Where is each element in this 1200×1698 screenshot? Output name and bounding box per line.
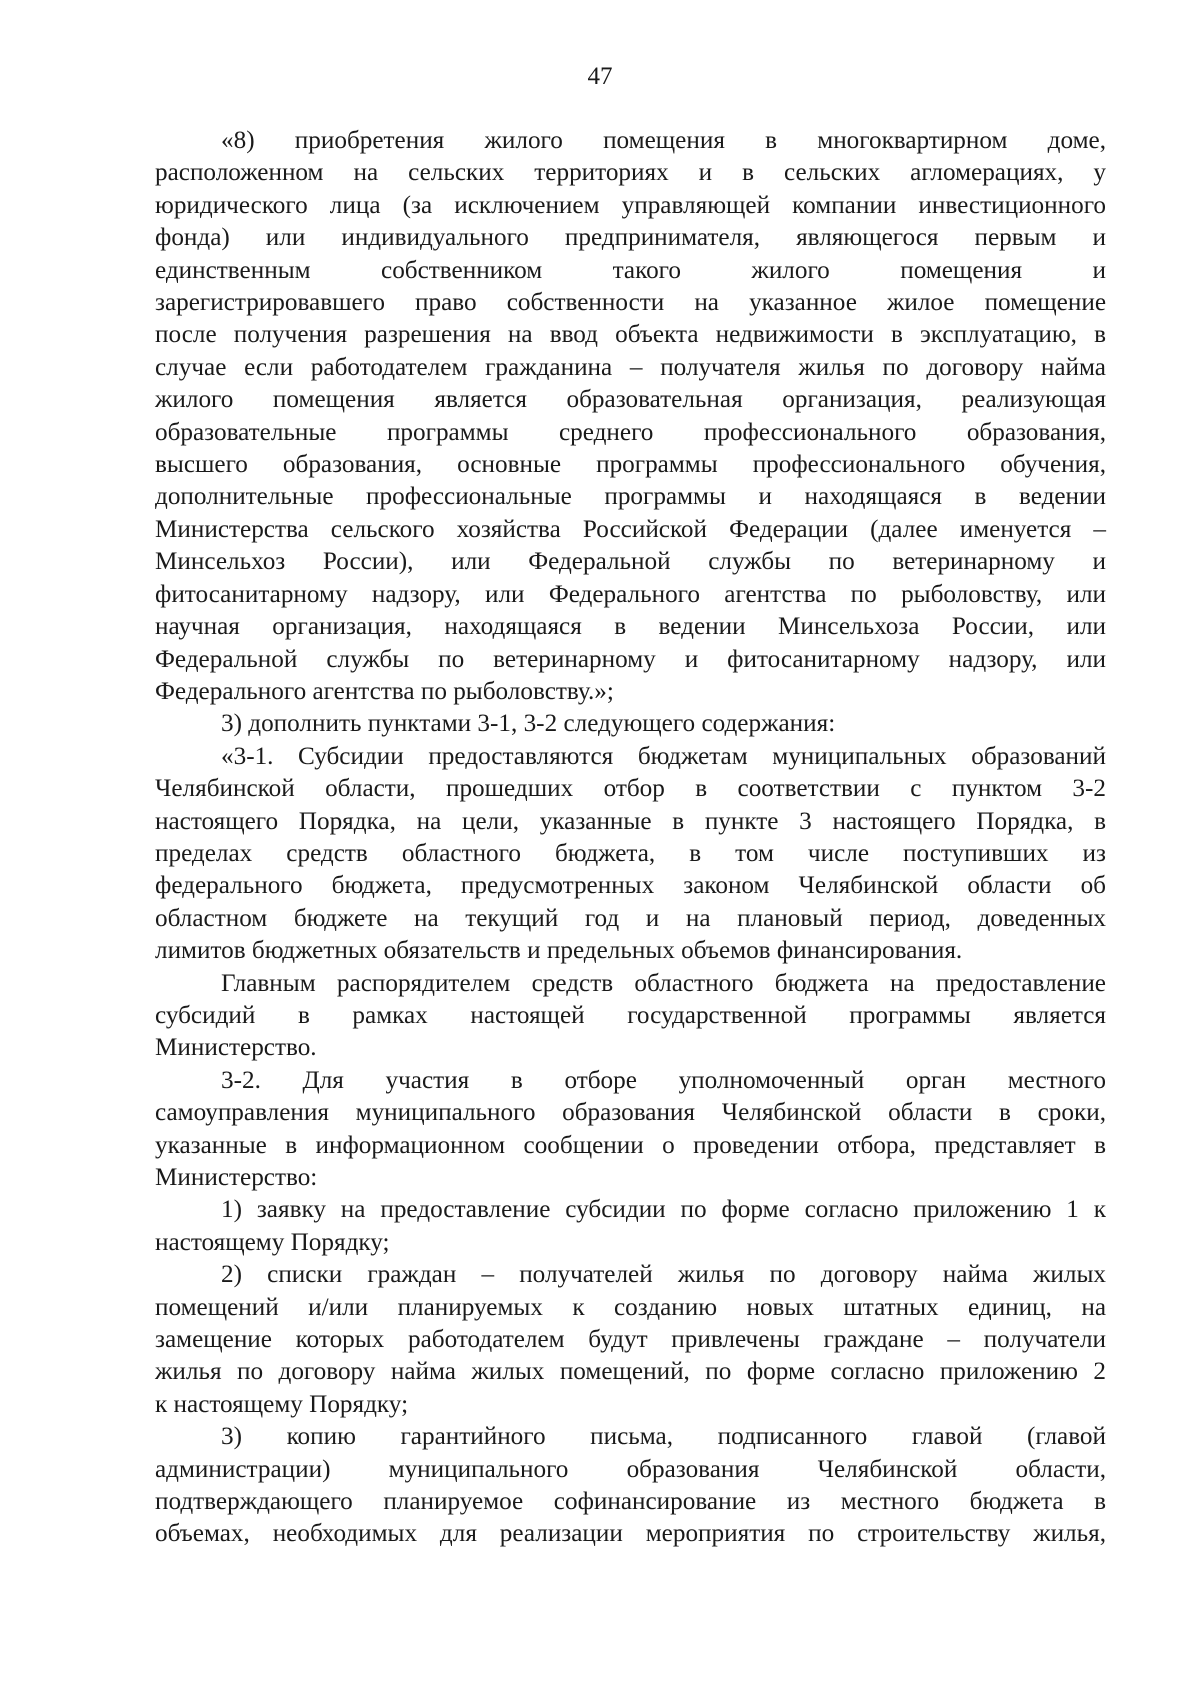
text-line: субсидий в рамках настоящей государственной программы является	[155, 1001, 1106, 1029]
text-line: 2) списки граждан – получателей жилья по договору найма жилых	[221, 1261, 1106, 1289]
text-line: настоящему Порядку;	[155, 1228, 390, 1256]
paragraph	[155, 1421, 1106, 1551]
paragraph	[155, 1065, 1106, 1195]
text-line: 3) копию гарантийного письма, подписанного главой (главой	[221, 1423, 1106, 1451]
page-number: 47	[587, 63, 613, 90]
text-line: Министерства сельского хозяйства Российской Федерации (далее именуется –	[155, 515, 1106, 543]
text-line: случае если работодателем гражданина – получателя жилья по договору найма	[155, 353, 1106, 381]
text-line: Челябинской области, прошедших отбор в соответствии с пунктом 3-2	[155, 775, 1106, 803]
paragraph	[155, 741, 1106, 968]
text-line: объемах, необходимых для реализации мероприятия по строительству жилья,	[155, 1520, 1106, 1548]
text-line: юридического лица (за исключением управляющей компании инвестиционного	[155, 191, 1106, 219]
text-line: расположенном на сельских территориях и в сельских агломерациях, у	[155, 159, 1106, 187]
text-line: 3-2. Для участия в отборе уполномоченный орган местного	[221, 1066, 1106, 1094]
text-line: «8) приобретения жилого помещения в многоквартирном доме,	[221, 127, 1106, 154]
paragraph	[155, 1194, 1106, 1259]
text-line: пределах средств областного бюджета, в том числе поступивших из	[155, 839, 1106, 867]
text-line: Министерство.	[155, 1034, 317, 1062]
text-line: к настоящему Порядку;	[155, 1390, 409, 1418]
text-line: после получения разрешения на ввод объекта недвижимости в эксплуатацию, в	[155, 321, 1106, 349]
text-line: Федеральной службы по ветеринарному и фитосанитарному надзору, или	[155, 645, 1106, 673]
text-line: научная организация, находящаяся в ведении Минсельхоза России, или	[155, 613, 1106, 641]
text-line: 3) дополнить пунктами 3-1, 3-2 следующего содержания:	[221, 710, 836, 738]
paragraph	[155, 708, 1106, 740]
text-line: образовательные программы среднего профессионального образования,	[155, 418, 1106, 446]
text-line: помещений и/или планируемых к созданию новых штатных единиц, на	[155, 1293, 1106, 1321]
text-line: жилья по договору найма жилых помещений, по форме согласно приложению 2	[155, 1358, 1106, 1386]
document-body	[155, 125, 1106, 1551]
text-line: Федерального агентства по рыболовству.»;	[155, 677, 614, 705]
text-line: федерального бюджета, предусмотренных законом Челябинской области об	[155, 872, 1106, 900]
text-line: жилого помещения является образовательная организация, реализующая	[155, 386, 1106, 414]
text-line: Главным распорядителем средств областного бюджета на предоставление	[221, 969, 1106, 997]
text-line: замещение которых работодателем будут привлечены граждане – получатели	[155, 1326, 1106, 1354]
paragraph	[155, 968, 1106, 1065]
text-line: зарегистрировавшего право собственности на указанное жилое помещение	[155, 289, 1106, 317]
text-line: высшего образования, основные программы профессионального обучения,	[155, 451, 1106, 479]
text-line: 1) заявку на предоставление субсидии по форме согласно приложению 1 к	[221, 1196, 1106, 1224]
text-line: «3-1. Субсидии предоставляются бюджетам муниципальных образований	[221, 742, 1106, 770]
text-line: настоящего Порядка, на цели, указанные в пункте 3 настоящего Порядка, в	[155, 807, 1106, 835]
text-line: областном бюджете на текущий год и на плановый период, доведенных	[155, 904, 1106, 932]
text-line: указанные в информационном сообщении о проведении отбора, представляет в	[155, 1131, 1106, 1159]
text-line: дополнительные профессиональные программы и находящаяся в ведении	[155, 483, 1106, 511]
text-line: самоуправления муниципального образования Челябинской области в сроки,	[155, 1099, 1106, 1127]
text-line: Минсельхоз России), или Федеральной службы по ветеринарному и	[155, 548, 1106, 576]
text-line: фонда) или индивидуального предпринимателя, являющегося первым и	[155, 224, 1106, 252]
text-line: администрации) муниципального образования Челябинской области,	[155, 1455, 1106, 1483]
paragraph	[155, 125, 1106, 708]
text-line: единственным собственником такого жилого помещения и	[155, 256, 1106, 284]
paragraph	[155, 1259, 1106, 1421]
text-line: Министерство:	[155, 1164, 318, 1191]
text-line: фитосанитарному надзору, или Федерального агентства по рыболовству, или	[155, 580, 1106, 608]
text-line: лимитов бюджетных обязательств и предельных объемов финансирования.	[155, 937, 963, 965]
text-line: подтверждающего планируемое софинансирование из местного бюджета в	[155, 1488, 1106, 1516]
